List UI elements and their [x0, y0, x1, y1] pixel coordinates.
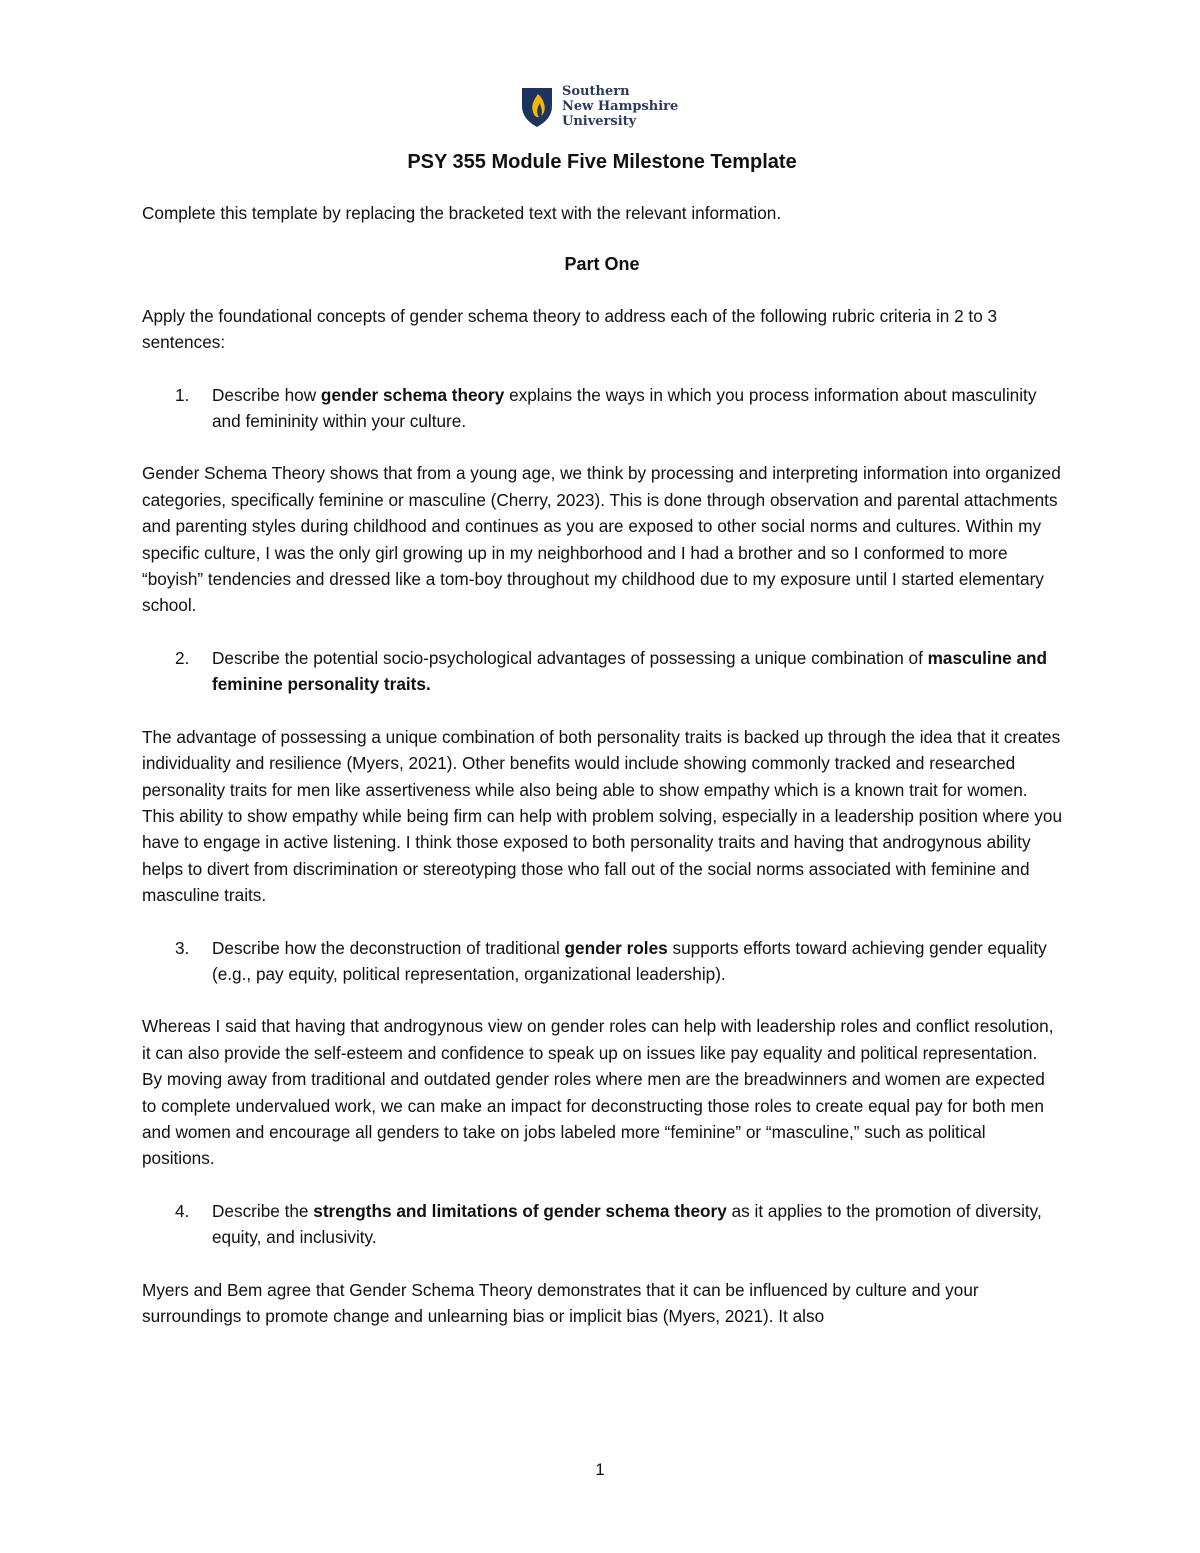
instructions-text: Apply the foundational concepts of gender schema theory to address each of the following rubric criteria in 2 to 3 sentences:: [142, 305, 998, 353]
question-keyword: masculine and feminine personality traits.: [212, 647, 1048, 695]
question-number: 1.: [175, 384, 190, 405]
university-wordmark: [562, 84, 678, 129]
question-2: [142, 645, 1062, 698]
question-text: supports efforts toward achieving gender equality (e.g., pay equity, political representation, organizational leadership).: [212, 937, 1047, 984]
wordmark-line-2: New Hampshire: [562, 99, 679, 114]
part-heading: Part One: [564, 254, 640, 275]
question-3: [142, 935, 1062, 988]
wordmark-line-3: University: [562, 114, 637, 129]
answer-4: Myers and Bem agree that Gender Schema Theory demonstrates that it can be influenced by culture and your surroundings to promote change and unlearning bias or implicit bias (Myers, 2021). It also: [142, 1279, 979, 1326]
question-keyword: strengths and limitations of gender schema theory: [313, 1200, 727, 1221]
question-text: Describe the potential socio-psychological advantages of possessing a unique combination of: [212, 647, 928, 668]
answer-2: The advantage of possessing a unique combination of both personality traits is backed up through the idea that it creates individuality and resilience (Myers, 2021). Other benefits would include showing commonly tracked and researched personality traits for men like assertiveness while also being able to show empathy which is a known trait for women. This ability to show empathy while being firm can help with problem solving, especially in a leadership position where you have to engage in active listening. I think those exposed to both personality traits and having that androgynous ability helps to divert from discrimination or stereotyping those who fall out of the social norms associated with feminine and masculine traits.: [142, 726, 1063, 906]
question-1: [142, 382, 1062, 435]
question-number: 3.: [175, 937, 190, 958]
wordmark-line-1: Southern: [562, 84, 630, 99]
document-title: PSY 355 Module Five Milestone Template: [407, 151, 797, 173]
question-text: Describe the: [212, 1200, 314, 1221]
university-logo: [520, 84, 678, 129]
question-text: as it applies to the promotion of diversity, equity, and inclusivity.: [212, 1200, 1042, 1248]
document-body: [142, 148, 1062, 1355]
question-4: [142, 1198, 1062, 1251]
question-text: Describe how: [212, 384, 321, 405]
answer-1: Gender Schema Theory shows that from a young age, we think by processing and interpreting information into organized categories, specifically feminine or masculine (Cherry, 2023). This is done through observation and parental attachments and parenting styles during childhood and continues as you are exposed to other social norms and cultures. Within my specific culture, I was the only girl growing up in my neighborhood and I had a brother and so I conformed to more “boyish” tendencies and dressed like a tom-boy throughout my childhood due to my exposure until I started elementary school.: [142, 463, 1061, 616]
shield-flame-icon: [520, 86, 554, 128]
question-text: explains the ways in which you process information about masculinity and femininity within your culture.: [212, 384, 1037, 432]
question-text: Describe how the deconstruction of traditional: [212, 937, 565, 958]
answer-3: Whereas I said that having that androgynous view on gender roles can help with leadership roles and conflict resolution, it can also provide the self-esteem and confidence to speak up on issues like pay equality and political representation. By moving away from traditional and outdated gender roles where men are the breadwinners and women are expected to complete undervalued work, we can make an impact for deconstructing those roles to create equal pay for both men and women and encourage all genders to take on jobs labeled more “feminine” or “masculine,” such as political positions.: [142, 1016, 1054, 1169]
question-keyword: gender schema theory: [320, 384, 505, 405]
page-number: 1: [595, 1460, 605, 1479]
question-number: 2.: [175, 647, 190, 668]
question-keyword: gender roles: [564, 937, 668, 958]
intro-text: Complete this template by replacing the bracketed text with the relevant information.: [142, 203, 782, 223]
question-number: 4.: [175, 1200, 190, 1221]
